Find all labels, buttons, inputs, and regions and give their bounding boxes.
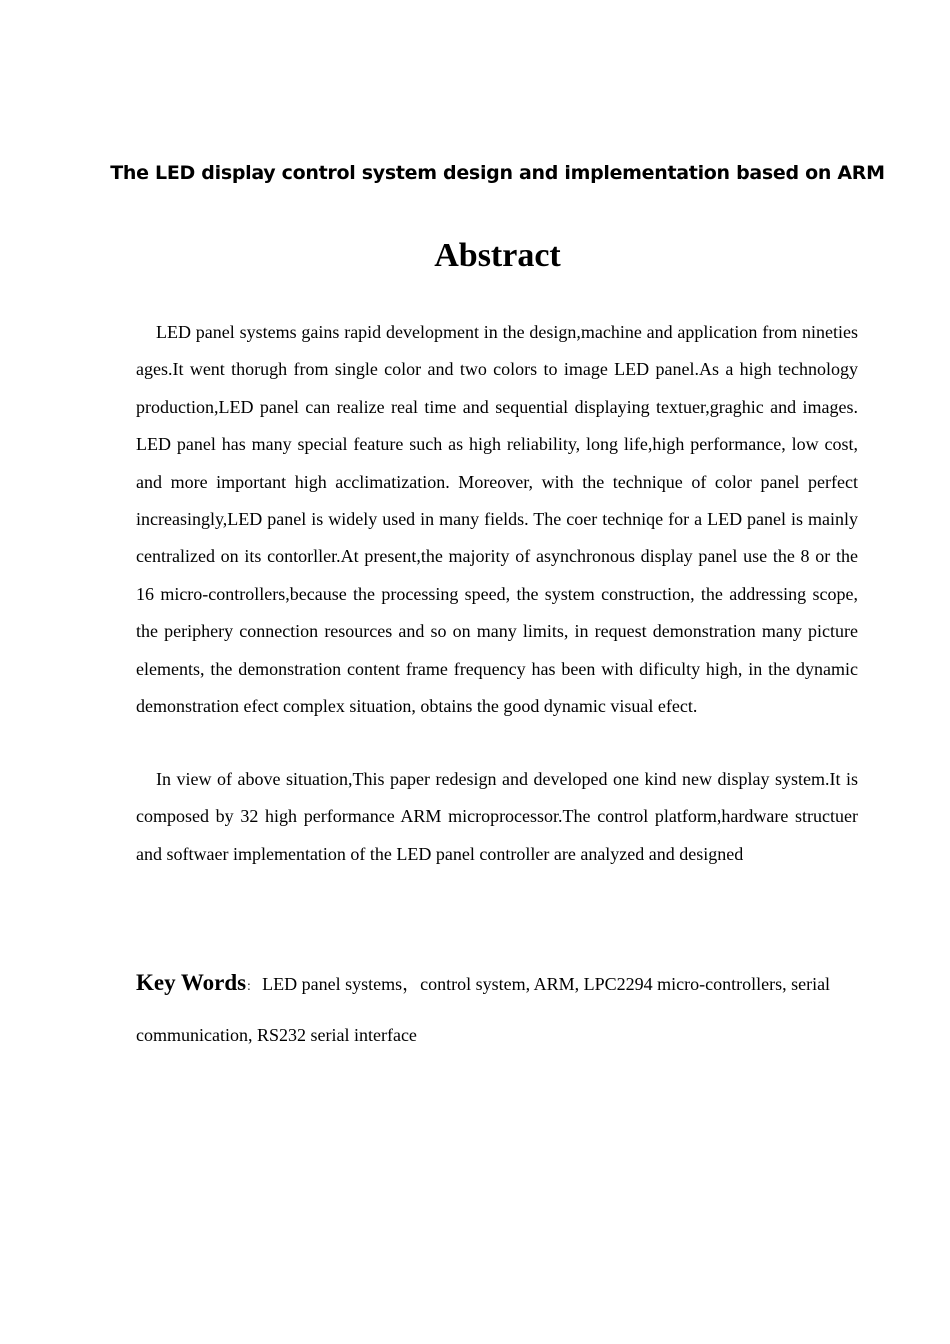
abstract-heading: Abstract <box>434 237 561 274</box>
abstract-paragraph-2: In view of above situation,This paper redesign and developed one kind new display system.It is composed by 32 high performance ARM microprocessor.The control platform,hardware structuer and softwaer implementation of the LED panel controller are analyzed and designed <box>136 769 858 864</box>
keywords-separator: ： <box>246 979 259 993</box>
keywords-label: Key Words <box>136 970 247 995</box>
abstract-paragraph-1: LED panel systems gains rapid development in the design,machine and application from nineties ages.It went thorugh from single color and two colors to image LED panel.As a high technology production,LED panel can realize real time and sequential displaying textuer,graghic and images. LED panel has many special feature such as high reliability, long life,high performance, low cost, and more important high acclimatization. Moreover, with the technique of color panel perfect increasingly,LED panel is widely used in many fields. The coer techniqe for a LED panel is mainly centralized on its contorller.At present,the majority of asynchronous display panel use the 8 or the 16 micro-controllers,because the processing speed, the system construction, the addressing scope, the periphery connection resources and so on many limits, in request demonstration many picture elements, the demonstration content frame frequency has been with dificulty high, in the dynamic demonstration efect complex situation, obtains the good dynamic visual efect. <box>136 322 858 717</box>
keywords-line <box>136 958 876 1060</box>
document-title: The LED display control system design and implementation based on ARM <box>110 162 885 184</box>
keywords-text: LED panel systems，control system, ARM, LPC2294 micro-controllers, serial communication, RS232 serial interface <box>136 974 831 1045</box>
